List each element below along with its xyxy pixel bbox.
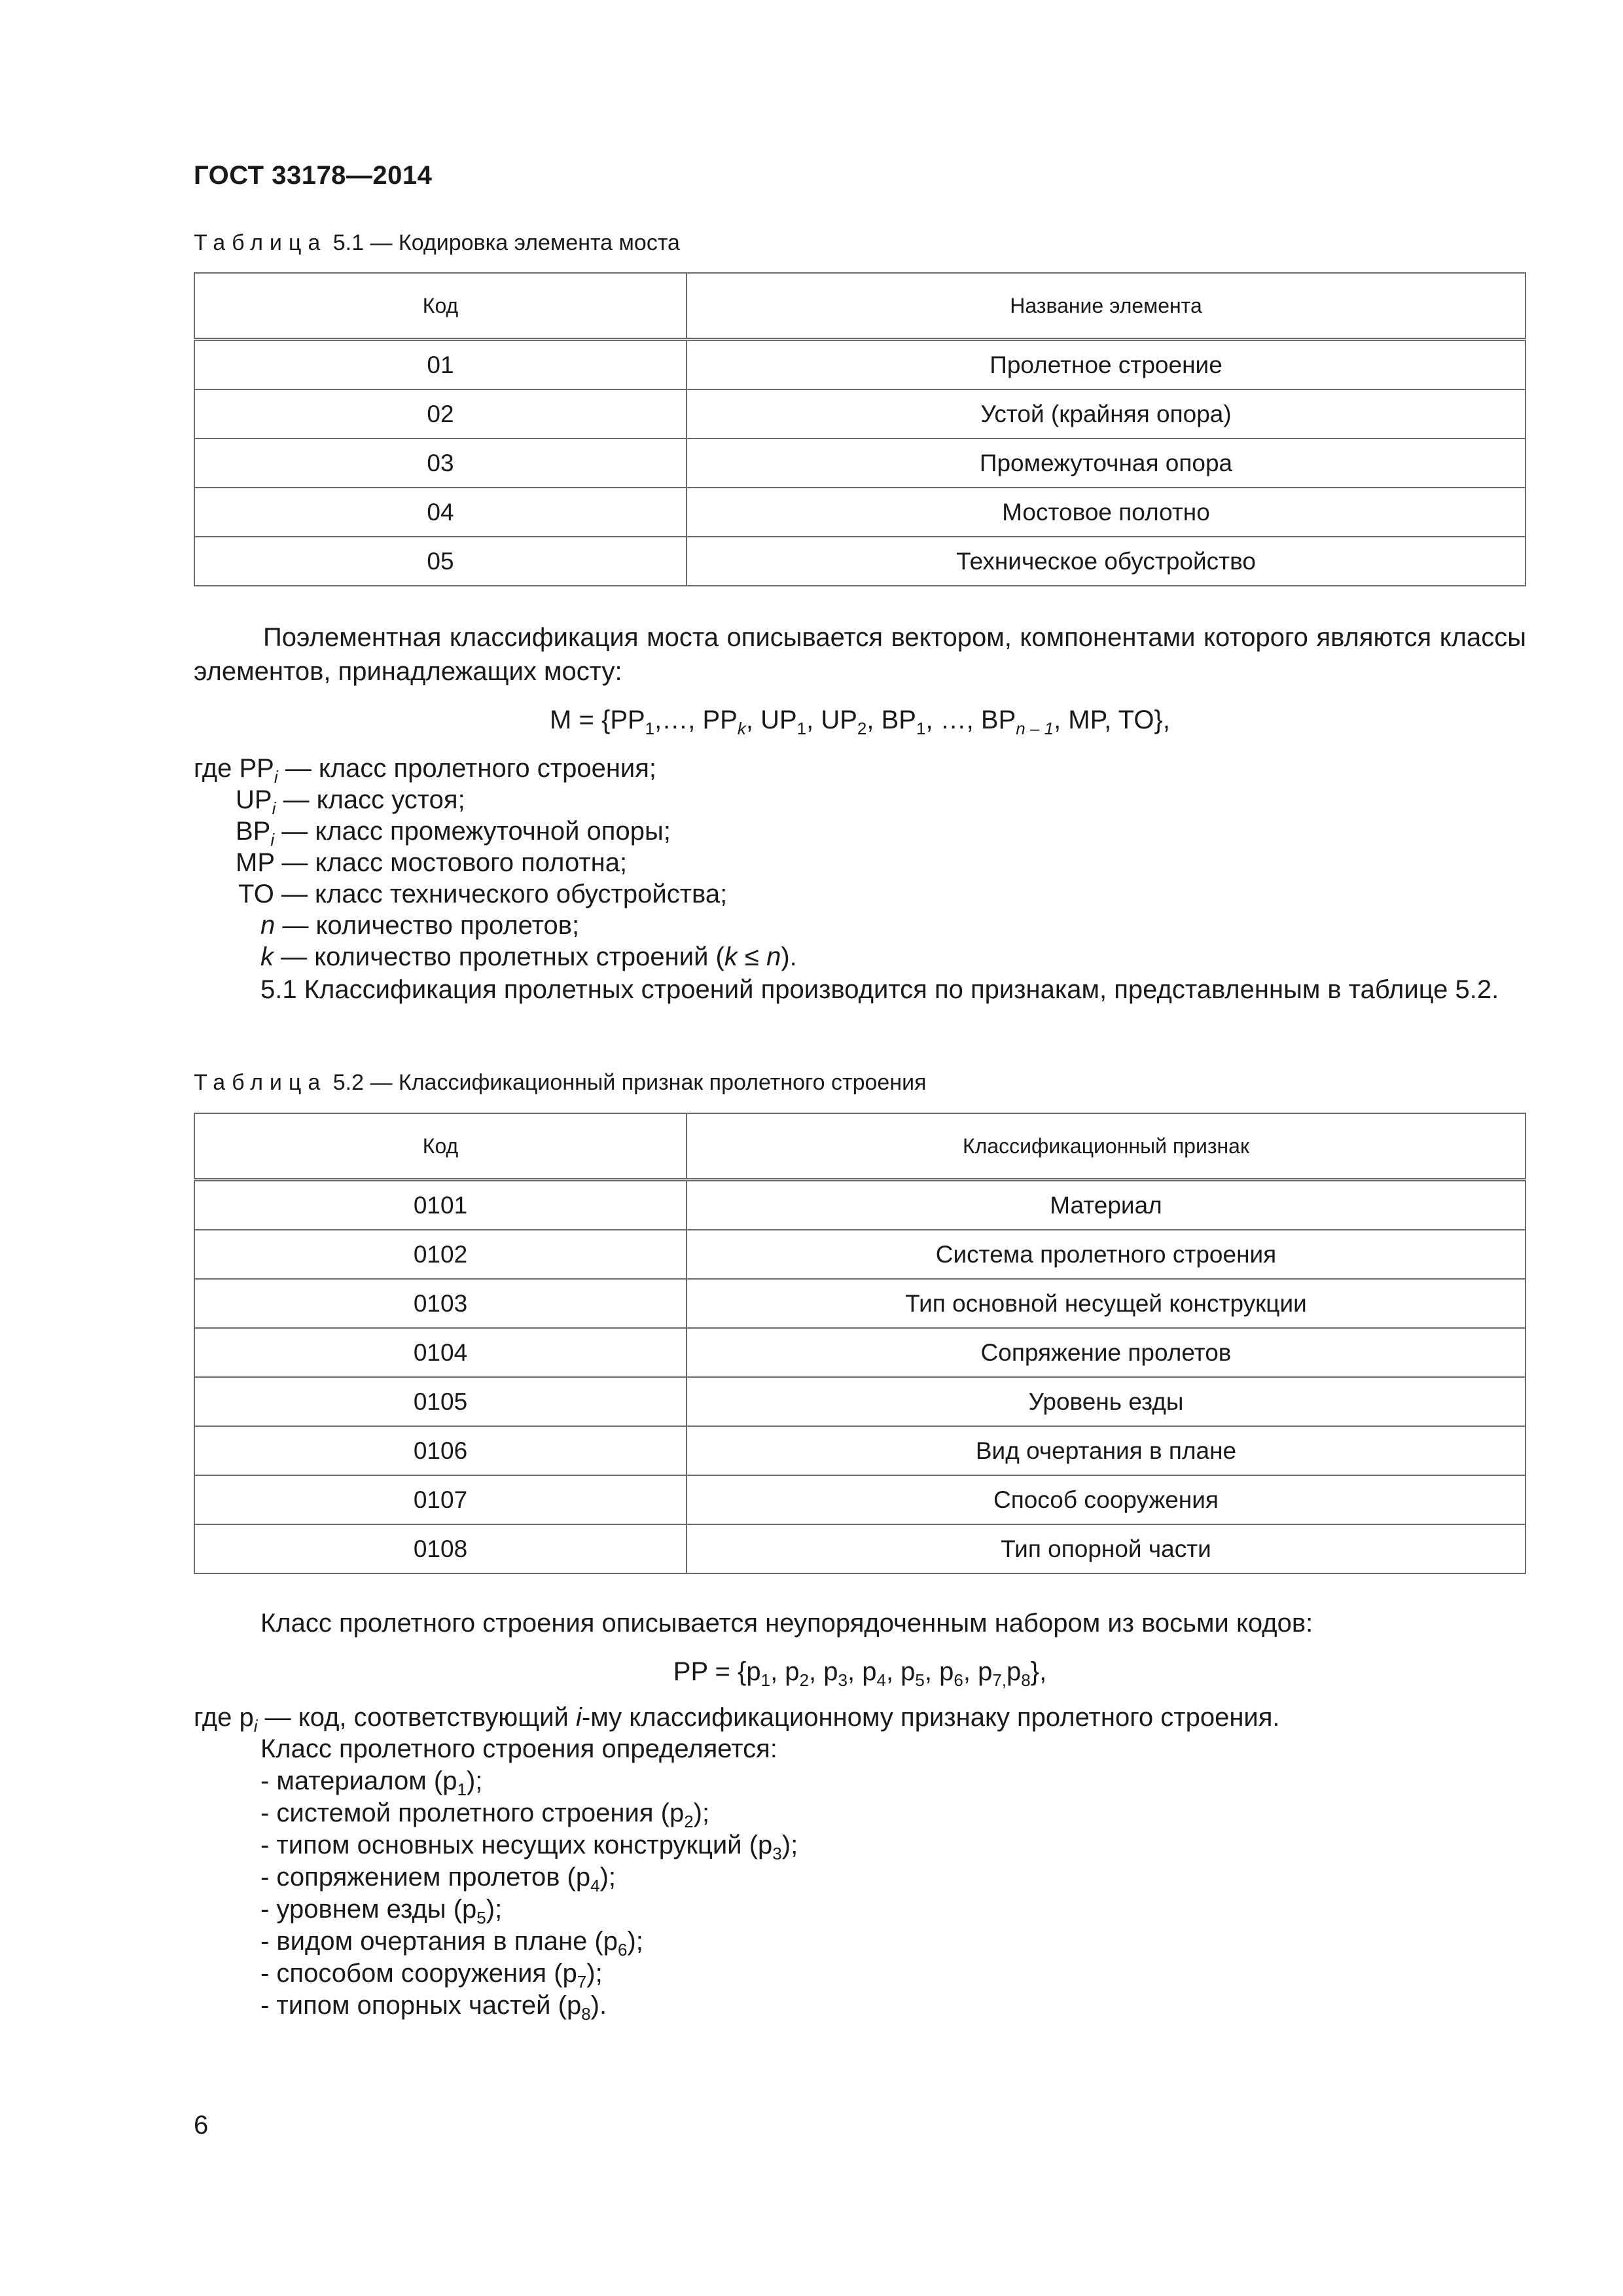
cell-code: 0104 bbox=[194, 1328, 687, 1377]
legend-up: $UP_i$ — класс устоя; bbox=[236, 785, 465, 818]
caption-text: 5.1 — Кодировка элемента моста bbox=[327, 230, 680, 255]
cell-code: 03 bbox=[194, 439, 687, 488]
table-1 bbox=[194, 272, 1526, 586]
list-item: - типом опорных частей $(p_8)$. bbox=[260, 1991, 607, 2024]
caption-prefix: Таблица bbox=[194, 230, 327, 255]
table-row bbox=[194, 439, 1525, 488]
legend-mp: MP — класс мостового полотна; bbox=[236, 848, 628, 877]
legend-bp: $BP_i$ — класс промежуточной опоры; bbox=[236, 817, 671, 850]
cell-name: Мостовое полотно bbox=[687, 488, 1525, 537]
formula-pp-set: PP = {$p_1$, $p_2$, $p_3$, $p_4$, $p_5$, $p_6$, $p_{7,}p_8$}, bbox=[673, 1657, 1047, 1690]
cell-name: Пролетное строение bbox=[687, 340, 1525, 390]
document-header: ГОСТ 33178—2014 bbox=[194, 161, 433, 190]
cell-code: 01 bbox=[194, 340, 687, 390]
table-row bbox=[194, 1279, 1525, 1328]
table-row bbox=[194, 1377, 1525, 1426]
cell-code: 0102 bbox=[194, 1230, 687, 1279]
legend-k: k — количество пролетных строений (k ≤ n). bbox=[260, 942, 797, 971]
list-item: - уровнем езды $(p_5)$; bbox=[260, 1895, 503, 1928]
paragraph-class-pp: Класс пролетного строения описывается неупорядоченным набором из восьми кодов: bbox=[260, 1609, 1313, 1638]
table-header-row bbox=[194, 273, 1525, 340]
caption-prefix: Таблица bbox=[194, 1070, 327, 1095]
list-item: - видом очертания в плане $(p_6)$; bbox=[260, 1927, 643, 1960]
cell-code: 0106 bbox=[194, 1426, 687, 1475]
cell-code: 0103 bbox=[194, 1279, 687, 1328]
header-code: Код bbox=[194, 1113, 687, 1180]
cell-feature: Вид очертания в плане bbox=[687, 1426, 1525, 1475]
page-number: 6 bbox=[194, 2111, 209, 2140]
cell-code: 0108 bbox=[194, 1524, 687, 1573]
table-row bbox=[194, 389, 1525, 439]
cell-name: Техническое обустройство bbox=[687, 537, 1525, 586]
cell-code: 02 bbox=[194, 389, 687, 439]
table-row bbox=[194, 1426, 1525, 1475]
list-item: - системой пролетного строения $(p_2)$; bbox=[260, 1799, 710, 1831]
list-item: - способом сооружения $(p_7)$; bbox=[260, 1959, 603, 1992]
list-item: - типом основных несущих конструкций $(p_3)$; bbox=[260, 1831, 798, 1863]
cell-feature: Сопряжение пролетов bbox=[687, 1328, 1525, 1377]
class-defined: Класс пролетного строения определяется: bbox=[260, 1734, 777, 1763]
cell-feature: Уровень езды bbox=[687, 1377, 1525, 1426]
cell-name: Устой (крайняя опора) bbox=[687, 389, 1525, 439]
cell-feature: Способ сооружения bbox=[687, 1475, 1525, 1524]
cell-name: Промежуточная опора bbox=[687, 439, 1525, 488]
cell-feature: Система пролетного строения bbox=[687, 1230, 1525, 1279]
cell-code: 0107 bbox=[194, 1475, 687, 1524]
table-row bbox=[194, 340, 1525, 390]
table-2 bbox=[194, 1113, 1526, 1574]
header-code: Код bbox=[194, 273, 687, 340]
paragraph-1: Поэлементная классификация моста описывается вектором, компонентами которого являются классы элементов, принадлежащих мосту: bbox=[194, 623, 1526, 686]
cell-code: 0105 bbox=[194, 1377, 687, 1426]
table-row bbox=[194, 1328, 1525, 1377]
table-row bbox=[194, 1524, 1525, 1573]
legend-to: TO — класс технического обустройства; bbox=[238, 880, 728, 908]
cell-feature: Тип опорной части bbox=[687, 1524, 1525, 1573]
list-item: - сопряжением пролетов $(p_4)$; bbox=[260, 1863, 616, 1895]
header-feature: Классификационный признак bbox=[687, 1113, 1525, 1180]
table-header-row bbox=[194, 1113, 1525, 1180]
formula-vector: $M = \{PP_1,\dots$, $PP_k$, $UP_1$, $UP_2$, $BP_1$, …, $BP_{n - 1}$, MP, TO}, bbox=[550, 706, 1170, 738]
list-item: - материалом $(p_1)$; bbox=[260, 1767, 483, 1799]
legend-pp: где $PP_i$ — класс пролетного строения; bbox=[194, 754, 657, 787]
table-2-caption bbox=[194, 1070, 927, 1096]
cell-feature: Тип основной несущей конструкции bbox=[687, 1279, 1525, 1328]
table-1-caption bbox=[194, 230, 680, 256]
cell-code: 04 bbox=[194, 488, 687, 537]
table-row bbox=[194, 488, 1525, 537]
header-name: Название элемента bbox=[687, 273, 1525, 340]
cell-code: 05 bbox=[194, 537, 687, 586]
paragraph-5-1: 5.1 Классификация пролетных строений производится по признакам, представленным в таблице 5.2. bbox=[260, 975, 1499, 1004]
where-pi: где $p_i$ — код, соответствующий i-му классификационному признаку пролетного строения. bbox=[194, 1703, 1280, 1736]
cell-feature: Материал bbox=[687, 1180, 1525, 1230]
table-row bbox=[194, 1475, 1525, 1524]
table-row bbox=[194, 1180, 1525, 1230]
table-row bbox=[194, 1230, 1525, 1279]
caption-text: 5.2 — Классификационный признак пролетного строения bbox=[327, 1070, 927, 1095]
table-row bbox=[194, 537, 1525, 586]
legend-n: n — количество пролетов; bbox=[260, 911, 580, 940]
cell-code: 0101 bbox=[194, 1180, 687, 1230]
